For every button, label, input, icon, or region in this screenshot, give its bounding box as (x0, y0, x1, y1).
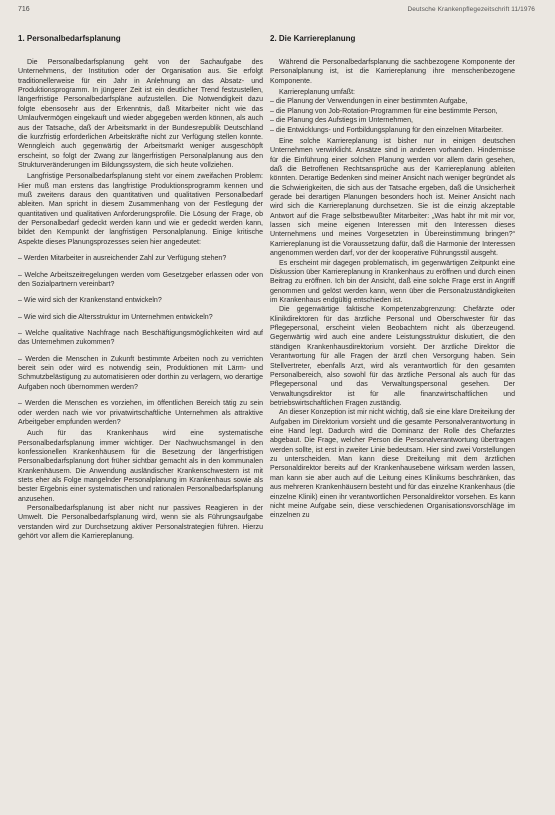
body-paragraph: Während die Personalbedarfsplanung die sachbezogene Komponente der Personalplanung ist, ist die Karriereplanung ihre menschenbezogene Komponente. (270, 59, 515, 85)
question-item: – Werden die Menschen es vorziehen, im öffentlichen Bereich tätig zu sein oder werden nach wie vor privatwirtschaftliche Unternehmen als attraktive Arbeitgeber empfunden werden? (18, 400, 263, 426)
body-paragraph: Karriereplanung umfaßt: (279, 89, 355, 97)
left-column (18, 34, 263, 542)
section-heading-personalbedarfsplanung: 1. Personalbedarfsplanung (18, 34, 121, 43)
body-paragraph: Auch für das Krankenhaus wird eine systematische Personalbedarfsplanung immer wichtiger. Der Nachwuchsmangel in den konfessionellen Krankenhäusern für die Besetzung der längerfristigen Personalbedarfsplanung dort früher sichtbar gemacht als in den kommunalen Krankenhäusern. Die Anwendung ausländischer Krankenschwestern ist mit stets eher als Folge mangelnder Personalplanung im Krankenhaus sowie als bester Ergebnis einer systematischen und rationalen Personalbedarfsplanung anzusehen. (18, 430, 263, 503)
question-item: – Wie wird sich der Krankenstand entwickeln? (18, 297, 162, 305)
list-item: – die Planung der Verwendungen in einer bestimmten Aufgabe, (270, 98, 468, 106)
question-item: – Wie wird sich die Altersstruktur im Unternehmen entwickeln? (18, 313, 213, 321)
question-item: – Werden Mitarbeiter in ausreichender Zahl zur Verfügung stehen? (18, 255, 227, 263)
question-item: – Werden die Menschen in Zukunft bestimmte Arbeiten noch zu verrichten bereit sein oder wird es notwendig sein, Produktionen mit Lärm- und Schmutzbelästigung zu automatisieren oder dorthin zu verlagern, wo derartige Aufgaben noch übernommen werden? (18, 355, 263, 391)
body-paragraph: Die Personalbedarfsplanung geht von der Sachaufgabe des Unternehmens, der Institution oder der Organisation aus. Sie erfolgt traditionellerweise für ein Jahr in Anlehnung an das Absatz- und Produktionsprogramm. In jüngerer Zeit ist ein deutlicher Trend festzustellen, längerfristige Personalbedarfspläne aufzustellen. Die Notwendigkeit dazu folgte ebensosehr aus der Erkenntnis, daß Mitarbeiter nicht wie das Umlaufvermögen eingekauft und wieder abgegeben werden können, als auch aus der Tatsache, daß der Arbeitsmarkt in der Bundesrepublik Deutschland die kurzfristig erforderlichen Arbeitskräfte nicht zur Verfügung stellen konnte. Wenngleich auch gegenwärtig der Arbeitsmarkt weniger ausgeschöpft erscheint, so folgt der Zwang zur längerfristigen Personalplanung aus den Strukturveränderungen im Bildungssystem, die sich heute vollziehen. (18, 59, 263, 169)
right-column (270, 34, 515, 521)
body-paragraph: Es erscheint mir dagegen problematisch, im gegenwärtigen Zeitpunkt eine Diskussion über Karriereplanung in Krankenhaus zu eröffnen und durch einen Beitrag zu eröffnen. Ich bin der Ansicht, daß eine solche Frage erst in Angriff genommen und gelöst werden kann, wenn über die Personalzuständigkeiten im Krankenhaus endgültig entschieden ist. (270, 259, 515, 304)
page-number: 716 (18, 6, 30, 13)
question-item: – Welche qualitative Nachfrage nach Beschäftigungsmöglichkeiten wird auf das Unternehmen zukommen? (18, 329, 263, 347)
list-item: – die Planung von Job-Rotation-Programmen für eine bestimmte Person, (270, 107, 498, 115)
list-item: – die Entwicklungs- und Fortbildungsplanung für den einzelnen Mitarbeiter. (270, 126, 504, 134)
section-heading-karriereplanung: 2. Die Karriereplanung (270, 34, 356, 43)
body-paragraph: An dieser Konzeption ist mir nicht wichtig, daß sie eine klare Dreiteilung der Aufgaben im Direktorium vorsieht und die gesamte Personalverantwortung in eine Hand legt. Dadurch wird die Dominanz der Rolle des Chefarztes abgebaut. Die Frage, welcher Person die Personalverantwortung übertragen werden sollte, ist erst in zweiter Linie bedeutsam. Hier sind zwei Vorstellungen zu unterscheiden. Man kann diese Dreiteilung mit dem ärztlichen Personaldirektor bereits auf der Krankenhausebene wirksam werden lassen, man kann sie aber auch auf die Leitung eines Klinikums beschränken, das aus mehreren Krankenhäusern besteht und für das einzelne Krankenhaus (die einzelne Klinik) einen ihr verantwortlichen Personaldirektor vorsehen. Es kann nicht meine Aufgabe sein, diese verschiedenen Organisationsvorschläge im einzelnen zu (270, 409, 515, 520)
question-item: – Welche Arbeitszeitregelungen werden vom Gesetzgeber erlassen oder von den Sozialpartnern vereinbart? (18, 271, 263, 288)
body-paragraph: Die gegenwärtige faktische Kompetenzabgrenzung: Chefärzte oder Klinikdirektoren für das ärztliche Personal und Oberschwester für das Pflegepersonal, erscheint vielen Beobachtern nicht als überzeugend. Gegenwärtig wird auch eine andere Leistungsstruktur diskutiert, die den ständigen Krankenhausdirektorium vorsieht. Der ärztliche Direktor die Verantwortung für alle Fragen der ärztl chen Versorgung haben. Sein Stellvertreter, ebenfalls Arzt, wird als verantwortlich für den gesamten Personalbereich, also sowohl für das ärztliche Personal als auch für das Pflegepersonal und das Verwaltungspersonal gesehen. Der Verwaltungsdirektor ist für alle finanzwirtschaftlichen und betriebswirtschaftlichen Fragen zuständig. (270, 306, 515, 407)
body-paragraph: Eine solche Karriereplanung ist bisher nur in einigen deutschen Unternehmen verwirklicht. Ansätze sind in anderen vorhanden. Hindernisse für die Einführung einer solchen Planung werden vor allem darin gesehen, daß die Betroffenen Rechtsansprüche aus der Karriereplanung ableiten könnten. Derartige Bedenken sind meiner Ansicht nach weniger begründet als die Schwierigkeiten, die sich aus der Tatsache ergeben, daß die Unsicherheit gerade bei derartigen Planungen besonders hoch ist. Meiner Ansicht nach wird sich die Karriereplanung durchsetzen. Sie ist die einzig akzeptable Antwort auf die Frage selbstbewußter Mitarbeiter: „Was habt ihr mit mir vor, lassen sich meine eigenen Interessen mit den Interessen dieses Unternehmens und meines Vorgesetzten in Übereinstimmung bringen?“ Karriereplanung ist die Voraussetzung dafür, daß die Harmonie der Interessen angenommen werden darf, vor der der kooperative Führungsstil ausgeht. (270, 137, 515, 258)
body-paragraph: Personalbedarfsplanung ist aber nicht nur passives Reagieren in der Umwelt. Die Personalbedarfsplanung wird, wenn sie als Führungsaufgabe verstanden wird zur Durchsetzung aktiver Personalstrategien führen. Hierzu gehört vor allem die Karriereplanung. (18, 505, 263, 541)
body-paragraph: Langfristige Personalbedarfsplanung steht vor einem zweifachen Problem: Hier muß man erstens das langfristige Produktionsprogramm kennen und muß zweitens daraus den quantitativen und qualitativen Personalbedarf ableiten. Man spricht in diesem Zusammenhang von der Festlegung der quantitativen und qualitativen Anforderungsprofile. Die Lösung der Frage, ob der Personalbedarf gedeckt werden kann und wie er gedeckt werden kann, bildet den Kernpunkt der langfristigen Personalplanung. Einige kritische Aspekte dieses Planungsprozesses seien hier angedeutet: (18, 173, 263, 246)
journal-running-header: Deutsche Krankenpflegezeitschrift 11/1976 (407, 6, 535, 13)
list-item: – die Planung des Aufstiegs im Unternehmen, (270, 117, 413, 125)
